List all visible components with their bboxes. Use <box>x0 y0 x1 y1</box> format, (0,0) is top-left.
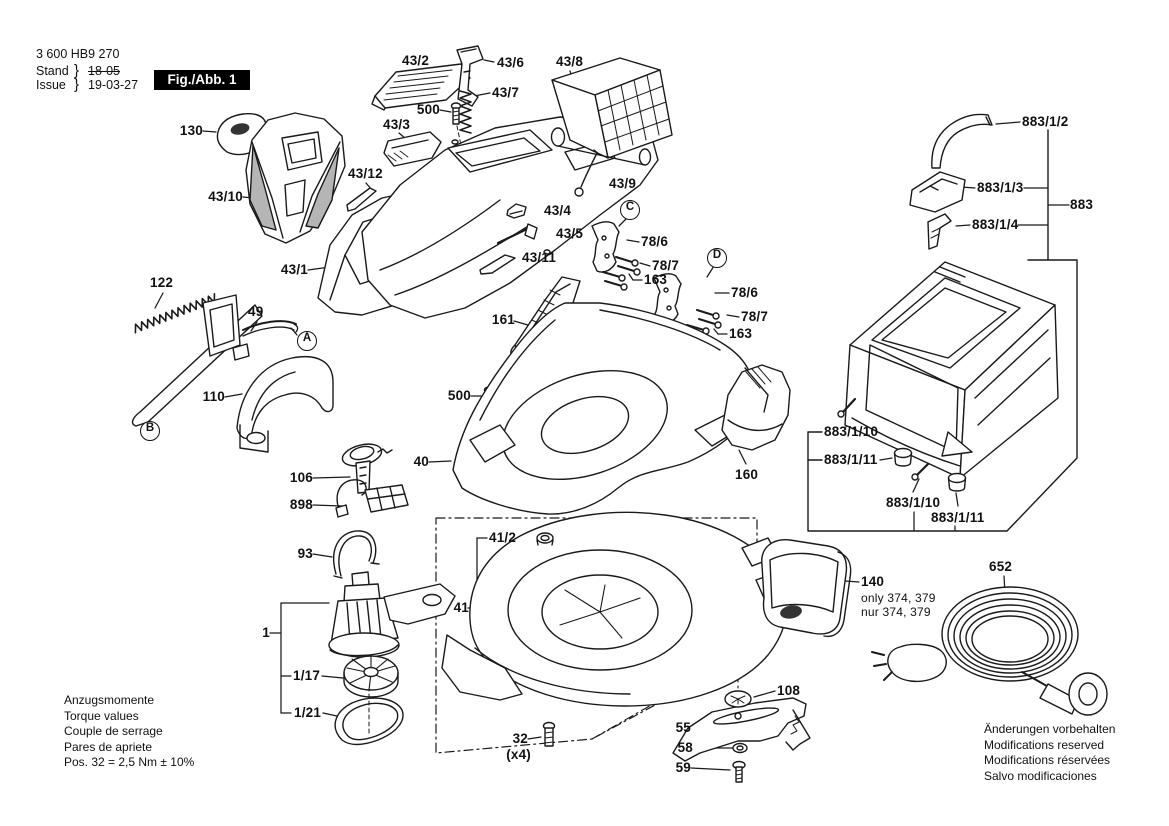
callout-93: 93 <box>297 546 313 561</box>
callout-160: 160 <box>735 467 759 482</box>
part-163-screws-c <box>603 272 627 290</box>
part-500-screw-top <box>452 103 461 124</box>
callout-883-1-10-upper: 883/1/10 <box>824 424 879 439</box>
part-number: 3 600 HB9 270 <box>36 47 120 61</box>
callout-43-10: 43/10 <box>208 189 243 204</box>
part-883-1-10-screw-lower <box>912 464 928 480</box>
callout-140: 140 <box>861 574 885 589</box>
callout-43-1: 43/1 <box>280 262 308 277</box>
callout-1: 1 <box>262 625 270 640</box>
callout-500-mid: 500 <box>447 388 471 403</box>
callout-43-9: 43/9 <box>609 176 637 191</box>
part-898-electronic-module <box>336 480 408 517</box>
figure-label: Fig./Abb. 1 <box>154 70 250 90</box>
torque-note-line: Pares de apriete <box>64 739 153 754</box>
callout-40: 40 <box>413 454 429 469</box>
callout-163-d: 163 <box>729 326 753 341</box>
part-883-1-11-cap-lower <box>949 474 966 492</box>
part-78-6-bracket-c <box>592 222 619 272</box>
marker-a: A <box>297 331 317 351</box>
callout-140-nur: nur 374, 379 <box>861 605 931 619</box>
callout-883-1-4: 883/1/4 <box>972 217 1019 232</box>
torque-notes <box>64 693 194 771</box>
callout-110: 110 <box>202 389 225 404</box>
callout-883-1-10-lower: 883/1/10 <box>886 495 941 510</box>
callout-898: 898 <box>289 497 313 512</box>
callout-883-1-2: 883/1/2 <box>1022 114 1069 129</box>
callout-883-1-11-lower: 883/1/11 <box>931 510 985 525</box>
callout-43-4: 43/4 <box>544 203 572 218</box>
part-883-1-4-latch <box>928 214 951 249</box>
part-32-screw <box>544 723 555 747</box>
part-883-1-2-handle <box>932 114 992 168</box>
torque-note-line: Anzugsmomente <box>64 693 155 707</box>
callout-1-21: 1/21 <box>294 705 322 720</box>
callout-43-5: 43/5 <box>556 226 584 241</box>
callout-43-2: 43/2 <box>402 53 430 68</box>
callout-163-c: 163 <box>644 272 668 287</box>
callout-43-6: 43/6 <box>497 55 525 70</box>
callout-883: 883 <box>1070 197 1094 212</box>
torque-note-line: Pos. 32 = 2,5 Nm ± 10% <box>64 755 195 769</box>
part-883-1-3-latch-housing <box>910 172 965 212</box>
part-43-10-upper-handle-housing <box>246 113 345 243</box>
old-date: 18-05 <box>88 64 120 78</box>
marker-b: B <box>140 421 160 441</box>
callout-78-7-c: 78/7 <box>652 258 680 273</box>
part-93-cable <box>334 531 379 578</box>
callout-59: 59 <box>675 760 691 775</box>
callout-78-6-d: 78/6 <box>731 285 759 300</box>
torque-note-line: Couple de serrage <box>64 724 163 738</box>
modification-notes <box>984 722 1115 784</box>
part-40-motor-deck <box>453 303 753 514</box>
brace-glyph: } <box>74 76 80 93</box>
part-140-insert <box>762 540 851 637</box>
callout-49: 49 <box>248 304 264 319</box>
issue-label: Issue <box>36 78 66 92</box>
callout-106: 106 <box>289 470 313 485</box>
issue-date: 19-03-27 <box>88 78 139 92</box>
callout-43-7: 43/7 <box>492 85 520 100</box>
marker-c: C <box>620 200 640 220</box>
callout-500-top: 500 <box>416 102 440 117</box>
callout-43-8: 43/8 <box>556 54 584 69</box>
callout-130: 130 <box>179 123 203 138</box>
part-110-wheel-cover <box>237 357 333 452</box>
part-58-washer <box>733 744 747 753</box>
part-883-1-11-cap-upper <box>895 449 912 467</box>
callout-161: 161 <box>491 312 515 327</box>
part-78-7-screws-d <box>697 310 721 328</box>
callout-883-1-3: 883/1/3 <box>977 180 1024 195</box>
callout-55: 55 <box>675 720 691 735</box>
modification-note-line: Modifications réservées <box>984 753 1111 767</box>
callout-41: 41 <box>453 600 469 615</box>
callout-32-qty: (x4) <box>506 747 531 762</box>
callout-78-7-d: 78/7 <box>741 309 769 324</box>
modification-note-line: Änderungen vorbehalten <box>984 722 1116 736</box>
callout-122: 122 <box>150 275 174 290</box>
marker-d: D <box>707 248 727 268</box>
callout-140-only: only 374, 379 <box>861 591 936 605</box>
callout-58: 58 <box>677 740 693 755</box>
callout-1-17: 1/17 <box>293 668 321 683</box>
callout-41-2: 41/2 <box>489 530 517 545</box>
callout-78-6-c: 78/6 <box>641 234 669 249</box>
part-59-screw <box>733 762 745 783</box>
brace-glyph: } <box>74 62 80 79</box>
callout-108: 108 <box>777 683 801 698</box>
callout-43-12: 43/12 <box>348 166 383 181</box>
callout-43-11: 43/11 <box>522 250 557 265</box>
callout-32: 32 <box>512 731 528 746</box>
torque-note-line: Torque values <box>64 708 139 723</box>
modification-note-line: Salvo modificaciones <box>984 768 1097 783</box>
revision-block <box>36 64 138 92</box>
callout-883-1-11-upper: 883/1/11 <box>824 452 878 467</box>
callout-43-3: 43/3 <box>383 117 411 132</box>
modification-note-line: Modifications reserved <box>984 737 1105 752</box>
part-883-grass-box <box>845 262 1058 478</box>
part-1-17-fan-wheel <box>344 656 398 697</box>
callout-652: 652 <box>989 559 1013 574</box>
part-108-washer <box>725 691 751 707</box>
stand-label: Stand <box>36 64 69 78</box>
part-78-7-screws-c <box>616 257 640 275</box>
